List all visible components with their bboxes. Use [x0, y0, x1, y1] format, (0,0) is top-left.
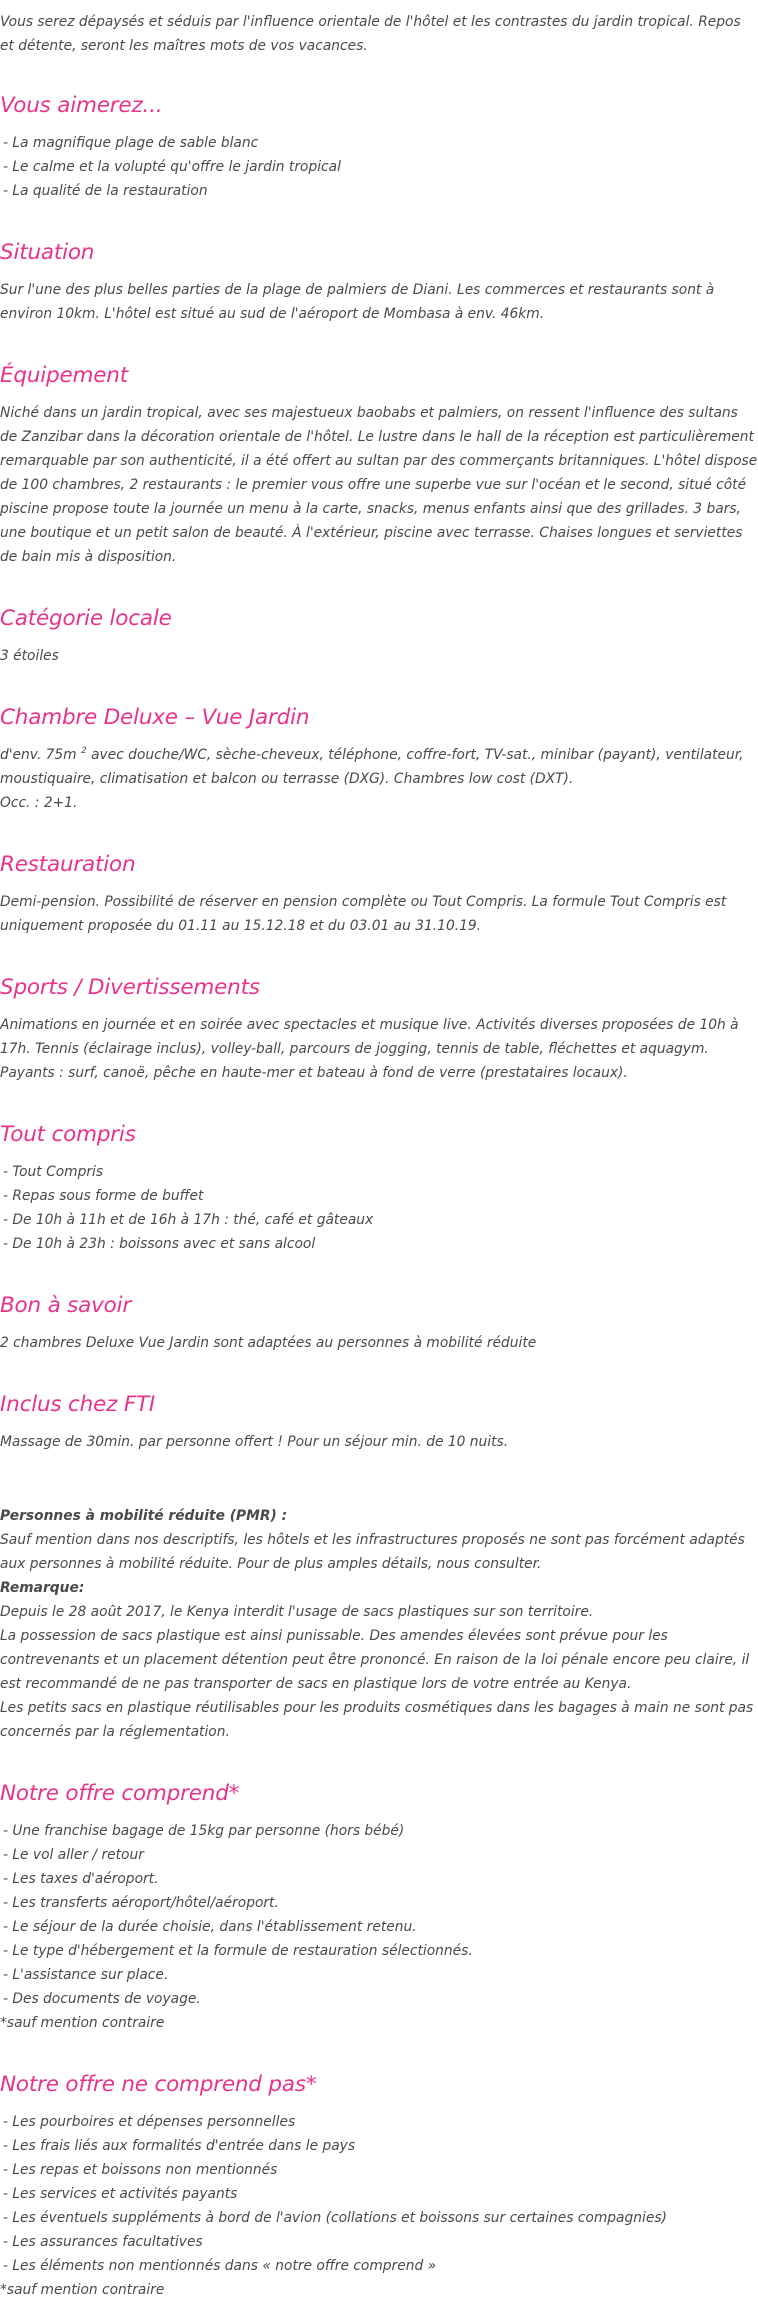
list-item: - Le calme et la volupté qu'offre le jardin tropical [3, 159, 341, 175]
section-situation [0, 238, 758, 326]
list-item: - Les pourboires et dépenses personnelles [3, 2114, 296, 2130]
bon-a-savoir-text: 2 chambres Deluxe Vue Jardin sont adaptées au personnes à mobilité réduite [0, 1335, 537, 1351]
list-item: - Les taxes d'aéroport. [3, 1871, 159, 1887]
section-title: Chambre Deluxe – Vue Jardin [0, 705, 310, 730]
section-restauration [0, 850, 758, 938]
restauration-text: Demi-pension. Possibilité de réserver en pension complète ou Tout Compris. La formule Tout Compris est uniquement proposée du 01.11 au 15.12.18 et du 03.01 au 31.10.19. [0, 894, 727, 934]
pmr-label: Personnes à mobilité réduite (PMR) : [0, 1508, 288, 1524]
list-item: - Les assurances facultatives [3, 2234, 203, 2250]
section-title: Bon à savoir [0, 1293, 132, 1318]
list-item: - Les frais liés aux formalités d'entrée dans le pays [3, 2138, 356, 2154]
footnote: *sauf mention contraire [0, 2015, 165, 2031]
section-title: Notre offre comprend* [0, 1781, 240, 1806]
list-item: - Les services et activités payants [3, 2186, 238, 2202]
list-item: - Les éléments non mentionnés dans « notre offre comprend » [3, 2258, 437, 2274]
list-item: - La magnifique plage de sable blanc [3, 135, 259, 151]
highlights-list [0, 131, 758, 203]
chambre-text-start: d'env. 75m [0, 747, 81, 763]
list-item: - La qualité de la restauration [3, 183, 208, 199]
chambre-text-end: avec douche/WC, sèche-cheveux, téléphone, coffre-fort, TV-sat., minibar (payant), ventilateur, moustiquaire, climatisation et balcon ou terrasse (DXG). Chambres low cost (DXT). [0, 747, 744, 787]
list-item: - Le séjour de la durée choisie, dans l'établissement retenu. [3, 1919, 417, 1935]
list-item: - Une franchise bagage de 15kg par personne (hors bébé) [3, 1823, 405, 1839]
section-title: Restauration [0, 852, 136, 877]
intro-text: Vous serez dépaysés et séduis par l'influence orientale de l'hôtel et les contrastes du jardin tropical. Repos et détente, seront les maîtres mots de vos vacances. [0, 14, 741, 54]
section-title: Notre offre ne comprend pas* [0, 2072, 317, 2097]
superscript: 2 [80, 746, 87, 756]
equipement-text: Niché dans un jardin tropical, avec ses majestueux baobabs et palmiers, on ressent l'influence des sultans de Zanzibar dans la décoration orientale de l'hôtel. Le lustre dans le hall de la réception est particulièrement remarquable par son authenticité, il a été offert au sultan par des commerçants britanniques. L'hôtel dispose de 100 chambres, 2 restaurants : le premier vous offre une superbe vue sur l'océan et le second, situé côté piscine propose toute la journée un menu à la carte, snacks, menus enfants ainsi que des grillades. 3 bars, une boutique et un petit salon de beauté. À l'extérieur, piscine avec terrasse. Chaises longues et serviettes de bain mis à disposition. [0, 405, 758, 565]
notes-block [0, 1504, 758, 1744]
remarque-label: Remarque: [0, 1580, 85, 1596]
list-item: - Tout Compris [3, 1164, 104, 1180]
section-title: Catégorie locale [0, 606, 172, 631]
inclus-fti-text: Massage de 30min. par personne offert ! Pour un séjour min. de 10 nuits. [0, 1434, 509, 1450]
section-title: Sports / Divertissements [0, 975, 260, 1000]
included-list [0, 1819, 758, 2011]
section-bon-a-savoir [0, 1291, 758, 1355]
list-item: - Le type d'hébergement et la formule de restauration sélectionnés. [3, 1943, 473, 1959]
remarque-line: La possession de sacs plastique est ainsi punissable. Des amendes élevées sont prévue pour les contrevenants et un placement détention peut être prononcé. En raison de la loi pénale encore peu claire, il est recommandé de ne pas transporter de sacs en plastique lors de votre entrée au Kenya. [0, 1628, 750, 1692]
situation-text: Sur l'une des plus belles parties de la plage de palmiers de Diani. Les commerces et restaurants sont à environ 10km. L'hôtel est situé au sud de l'aéroport de Mombasa à env. 46km. [0, 282, 715, 322]
chambre-occupation: Occ. : 2+1. [0, 795, 78, 811]
section-title: Vous aimerez... [0, 93, 163, 118]
section-title: Tout compris [0, 1122, 136, 1147]
section-sports [0, 973, 758, 1085]
section-tout-compris [0, 1120, 758, 1256]
footnote: *sauf mention contraire [0, 2282, 165, 2298]
list-item: - Les repas et boissons non mentionnés [3, 2162, 278, 2178]
list-item: - De 10h à 23h : boissons avec et sans alcool [3, 1236, 316, 1252]
list-item: - Des documents de voyage. [3, 1991, 201, 2007]
all-inclusive-list [0, 1160, 758, 1256]
excluded-list [0, 2110, 758, 2278]
section-title: Inclus chez FTI [0, 1392, 156, 1417]
section-inclus-fti [0, 1390, 758, 1454]
list-item: - Les éventuels suppléments à bord de l'avion (collations et boissons sur certaines compagnies) [3, 2210, 667, 2226]
remarque-line: Depuis le 28 août 2017, le Kenya interdit l'usage de sacs plastiques sur son territoire. [0, 1604, 594, 1620]
section-title: Équipement [0, 363, 128, 388]
remarque-line: Les petits sacs en plastique réutilisables pour les produits cosmétiques dans les bagages à main ne sont pas concernés par la réglementation. [0, 1700, 754, 1740]
section-offre-ne-comprend-pas [0, 2070, 758, 2302]
list-item: - Le vol aller / retour [3, 1847, 144, 1863]
list-item: - Repas sous forme de buffet [3, 1188, 204, 1204]
section-offre-comprend [0, 1779, 758, 2035]
sports-text: Animations en journée et en soirée avec spectacles et musique live. Activités diverses proposées de 10h à 17h. Tennis (éclairage inclus), volley-ball, parcours de jogging, tennis de table, fléchettes et aquagym. [0, 1017, 739, 1057]
pmr-text: Sauf mention dans nos descriptifs, les hôtels et les infrastructures proposés ne sont pas forcément adaptés aux personnes à mobilité réduite. Pour de plus amples détails, nous consulter. [0, 1532, 745, 1572]
sports-payants: Payants : surf, canoë, pêche en haute-mer et bateau à fond de verre (prestataires locaux). [0, 1065, 628, 1081]
list-item: - Les transferts aéroport/hôtel/aéroport. [3, 1895, 279, 1911]
section-equipement [0, 361, 758, 569]
section-chambre [0, 703, 758, 815]
list-item: - De 10h à 11h et de 16h à 17h : thé, café et gâteaux [3, 1212, 374, 1228]
categorie-text: 3 étoiles [0, 648, 59, 664]
section-categorie [0, 604, 758, 668]
section-title: Situation [0, 240, 95, 265]
chambre-text [0, 743, 758, 791]
section-vous-aimerez [0, 91, 758, 203]
list-item: - L'assistance sur place. [3, 1967, 169, 1983]
